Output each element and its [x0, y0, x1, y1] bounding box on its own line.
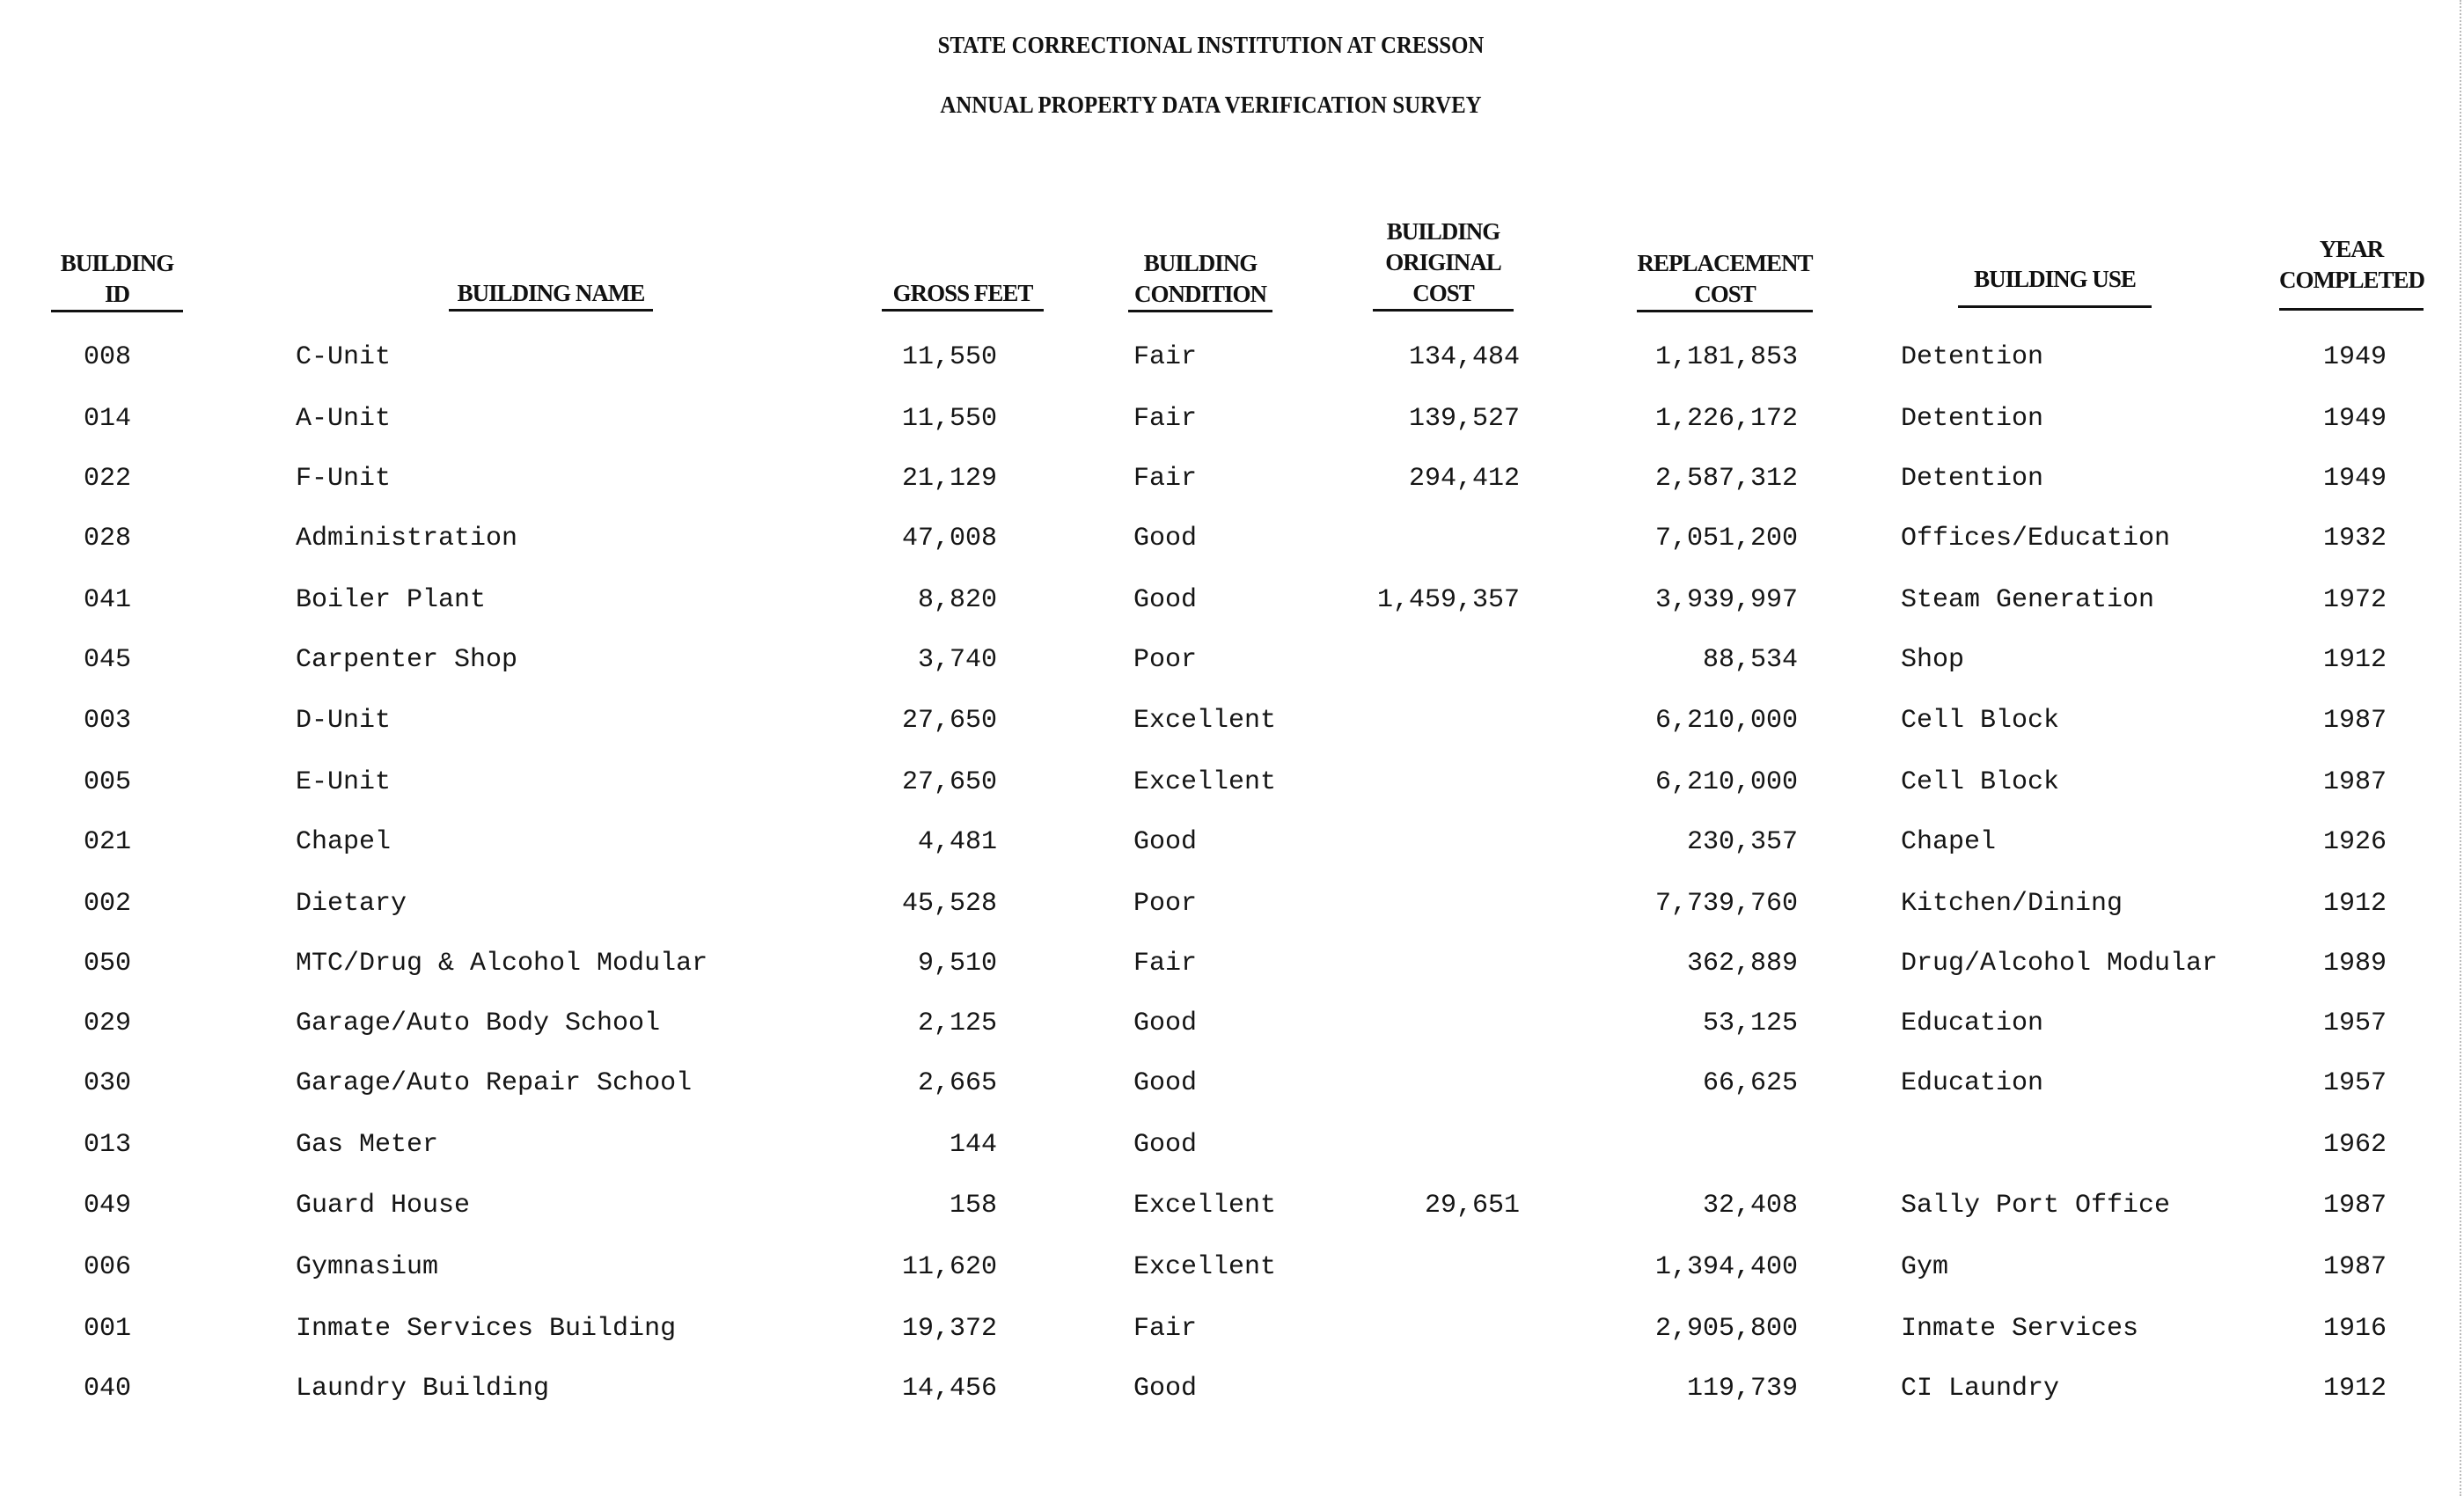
header-line: COMPLETED	[2279, 265, 2424, 311]
replacement-cost-cell: 3,939,997	[1654, 585, 1798, 615]
year-completed-cell: 1972	[2322, 585, 2387, 615]
header-line: ID	[51, 279, 183, 312]
building-name-cell: F-Unit	[296, 464, 392, 494]
replacement-cost-cell: 230,357	[1686, 827, 1798, 857]
building-name-cell: D-Unit	[296, 706, 392, 736]
replacement-cost-cell: 2,905,800	[1654, 1314, 1798, 1344]
replacement-cost-cell: 88,534	[1702, 645, 1798, 675]
building-id-cell: 050	[84, 949, 132, 979]
building-name-cell: Administration	[296, 524, 518, 554]
gross-feet-cell: 27,650	[901, 767, 997, 797]
building-use-cell: Offices/Education	[1901, 524, 2171, 554]
building-use-cell: Cell Block	[1901, 706, 2060, 736]
building-use-cell: Chapel	[1901, 827, 1997, 857]
replacement-cost-cell: 6,210,000	[1654, 706, 1798, 736]
gross-feet-cell: 11,550	[901, 342, 997, 372]
building-use-cell: Steam Generation	[1901, 585, 2155, 615]
gross-feet-cell: 27,650	[901, 706, 997, 736]
replacement-cost-cell: 1,394,400	[1654, 1252, 1798, 1282]
gross-feet-cell: 14,456	[901, 1374, 997, 1404]
header-line: COST	[1637, 279, 1813, 312]
building-id-cell: 014	[84, 404, 132, 434]
year-completed-cell: 1962	[2322, 1130, 2387, 1160]
header-line: REPLACEMENT	[1637, 250, 1813, 276]
gross-feet-cell: 144	[949, 1130, 997, 1160]
gross-feet-cell: 2,665	[917, 1068, 997, 1098]
year-completed-cell: 1987	[2322, 1252, 2387, 1282]
header-building-condition	[1128, 248, 1272, 312]
header-line: BUILDING	[1143, 250, 1258, 276]
condition-cell: Fair	[1133, 464, 1198, 494]
condition-cell: Poor	[1133, 889, 1198, 919]
condition-cell: Excellent	[1133, 1191, 1277, 1221]
header-line: BUILDING USE	[1958, 264, 2152, 308]
condition-cell: Excellent	[1133, 767, 1277, 797]
original-cost-cell: 134,484	[1408, 342, 1520, 372]
building-use-cell: Detention	[1901, 404, 2044, 434]
header-line: BUILDING	[60, 250, 174, 276]
header-line: CONDITION	[1128, 279, 1272, 312]
year-completed-cell: 1916	[2322, 1314, 2387, 1344]
original-cost-cell: 29,651	[1424, 1191, 1520, 1221]
year-completed-cell: 1949	[2322, 404, 2387, 434]
building-name-cell: Carpenter Shop	[296, 645, 518, 675]
building-id-cell: 049	[84, 1191, 132, 1221]
replacement-cost-cell: 1,181,853	[1654, 342, 1798, 372]
building-id-cell: 002	[84, 889, 132, 919]
replacement-cost-cell: 1,226,172	[1654, 404, 1798, 434]
replacement-cost-cell: 66,625	[1702, 1068, 1798, 1098]
header-line: GROSS FEET	[882, 278, 1044, 312]
building-name-cell: MTC/Drug & Alcohol Modular	[296, 949, 708, 979]
document-title: STATE CORRECTIONAL INSTITUTION AT CRESSON	[937, 32, 1485, 58]
header-building-use	[1958, 264, 2152, 308]
original-cost-cell: 294,412	[1408, 464, 1520, 494]
building-id-cell: 003	[84, 706, 132, 736]
building-name-cell: Guard House	[296, 1191, 471, 1221]
replacement-cost-cell: 119,739	[1686, 1374, 1798, 1404]
replacement-cost-cell: 7,739,760	[1654, 889, 1798, 919]
building-id-cell: 001	[84, 1314, 132, 1344]
building-id-cell: 013	[84, 1130, 132, 1160]
year-completed-cell: 1957	[2322, 1008, 2387, 1038]
condition-cell: Good	[1133, 1374, 1198, 1404]
building-name-cell: Laundry Building	[296, 1374, 550, 1404]
building-id-cell: 029	[84, 1008, 132, 1038]
building-use-cell: Kitchen/Dining	[1901, 889, 2123, 919]
building-id-cell: 028	[84, 524, 132, 554]
header-original-cost	[1373, 216, 1514, 312]
header-replacement-cost	[1637, 248, 1813, 312]
gross-feet-cell: 11,620	[901, 1252, 997, 1282]
building-name-cell: Chapel	[296, 827, 392, 857]
header-year-completed	[2279, 234, 2424, 311]
gross-feet-cell: 8,820	[917, 585, 997, 615]
condition-cell: Good	[1133, 1130, 1198, 1160]
header-line: COST	[1373, 278, 1514, 312]
building-id-cell: 040	[84, 1374, 132, 1404]
building-id-cell: 021	[84, 827, 132, 857]
gross-feet-cell: 9,510	[917, 949, 997, 979]
replacement-cost-cell: 32,408	[1702, 1191, 1798, 1221]
header-building-name	[449, 278, 653, 312]
year-completed-cell: 1932	[2322, 524, 2387, 554]
building-name-cell: C-Unit	[296, 342, 392, 372]
year-completed-cell: 1926	[2322, 827, 2387, 857]
building-id-cell: 008	[84, 342, 132, 372]
building-name-cell: Gymnasium	[296, 1252, 439, 1282]
building-use-cell: Shop	[1901, 645, 1965, 675]
condition-cell: Excellent	[1133, 706, 1277, 736]
condition-cell: Fair	[1133, 404, 1198, 434]
condition-cell: Good	[1133, 585, 1198, 615]
year-completed-cell: 1957	[2322, 1068, 2387, 1098]
replacement-cost-cell: 7,051,200	[1654, 524, 1798, 554]
building-name-cell: E-Unit	[296, 767, 392, 797]
original-cost-cell: 1,459,357	[1376, 585, 1520, 615]
year-completed-cell: 1912	[2322, 889, 2387, 919]
year-completed-cell: 1987	[2322, 1191, 2387, 1221]
original-cost-cell: 139,527	[1408, 404, 1520, 434]
gross-feet-cell: 2,125	[917, 1008, 997, 1038]
building-id-cell: 045	[84, 645, 132, 675]
building-id-cell: 022	[84, 464, 132, 494]
header-line: BUILDING	[1386, 218, 1500, 245]
gross-feet-cell: 158	[949, 1191, 997, 1221]
building-use-cell: Education	[1901, 1068, 2044, 1098]
building-use-cell: Detention	[1901, 342, 2044, 372]
condition-cell: Good	[1133, 1068, 1198, 1098]
condition-cell: Good	[1133, 827, 1198, 857]
condition-cell: Poor	[1133, 645, 1198, 675]
header-line: YEAR	[2319, 236, 2384, 262]
scan-edge-line	[2460, 0, 2461, 1496]
building-id-cell: 030	[84, 1068, 132, 1098]
header-line: BUILDING NAME	[449, 278, 653, 312]
building-use-cell: Cell Block	[1901, 767, 2060, 797]
document-subtitle: ANNUAL PROPERTY DATA VERIFICATION SURVEY	[940, 92, 1482, 118]
building-use-cell: Detention	[1901, 464, 2044, 494]
building-name-cell: Garage/Auto Body School	[296, 1008, 661, 1038]
year-completed-cell: 1912	[2322, 1374, 2387, 1404]
building-use-cell: Drug/Alcohol Modular	[1901, 949, 2218, 979]
condition-cell: Excellent	[1133, 1252, 1277, 1282]
header-building-id	[51, 248, 183, 312]
gross-feet-cell: 45,528	[901, 889, 997, 919]
building-id-cell: 041	[84, 585, 132, 615]
year-completed-cell: 1987	[2322, 706, 2387, 736]
gross-feet-cell: 47,008	[901, 524, 997, 554]
gross-feet-cell: 19,372	[901, 1314, 997, 1344]
condition-cell: Fair	[1133, 1314, 1198, 1344]
gross-feet-cell: 21,129	[901, 464, 997, 494]
building-name-cell: Dietary	[296, 889, 407, 919]
building-name-cell: Boiler Plant	[296, 585, 487, 615]
building-use-cell: CI Laundry	[1901, 1374, 2060, 1404]
building-name-cell: Garage/Auto Repair School	[296, 1068, 693, 1098]
year-completed-cell: 1989	[2322, 949, 2387, 979]
gross-feet-cell: 3,740	[917, 645, 997, 675]
year-completed-cell: 1987	[2322, 767, 2387, 797]
replacement-cost-cell: 6,210,000	[1654, 767, 1798, 797]
year-completed-cell: 1949	[2322, 464, 2387, 494]
condition-cell: Fair	[1133, 342, 1198, 372]
gross-feet-cell: 4,481	[917, 827, 997, 857]
building-use-cell: Sally Port Office	[1901, 1191, 2171, 1221]
gross-feet-cell: 11,550	[901, 404, 997, 434]
building-id-cell: 005	[84, 767, 132, 797]
building-name-cell: A-Unit	[296, 404, 392, 434]
replacement-cost-cell: 362,889	[1686, 949, 1798, 979]
condition-cell: Good	[1133, 1008, 1198, 1038]
year-completed-cell: 1949	[2322, 342, 2387, 372]
year-completed-cell: 1912	[2322, 645, 2387, 675]
header-gross-feet	[882, 278, 1044, 312]
condition-cell: Fair	[1133, 949, 1198, 979]
building-use-cell: Education	[1901, 1008, 2044, 1038]
building-use-cell: Inmate Services	[1901, 1314, 2139, 1344]
building-name-cell: Inmate Services Building	[296, 1314, 677, 1344]
building-name-cell: Gas Meter	[296, 1130, 439, 1160]
replacement-cost-cell: 53,125	[1702, 1008, 1798, 1038]
building-id-cell: 006	[84, 1252, 132, 1282]
header-line: ORIGINAL	[1385, 249, 1501, 275]
building-use-cell: Gym	[1901, 1252, 1949, 1282]
condition-cell: Good	[1133, 524, 1198, 554]
replacement-cost-cell: 2,587,312	[1654, 464, 1798, 494]
